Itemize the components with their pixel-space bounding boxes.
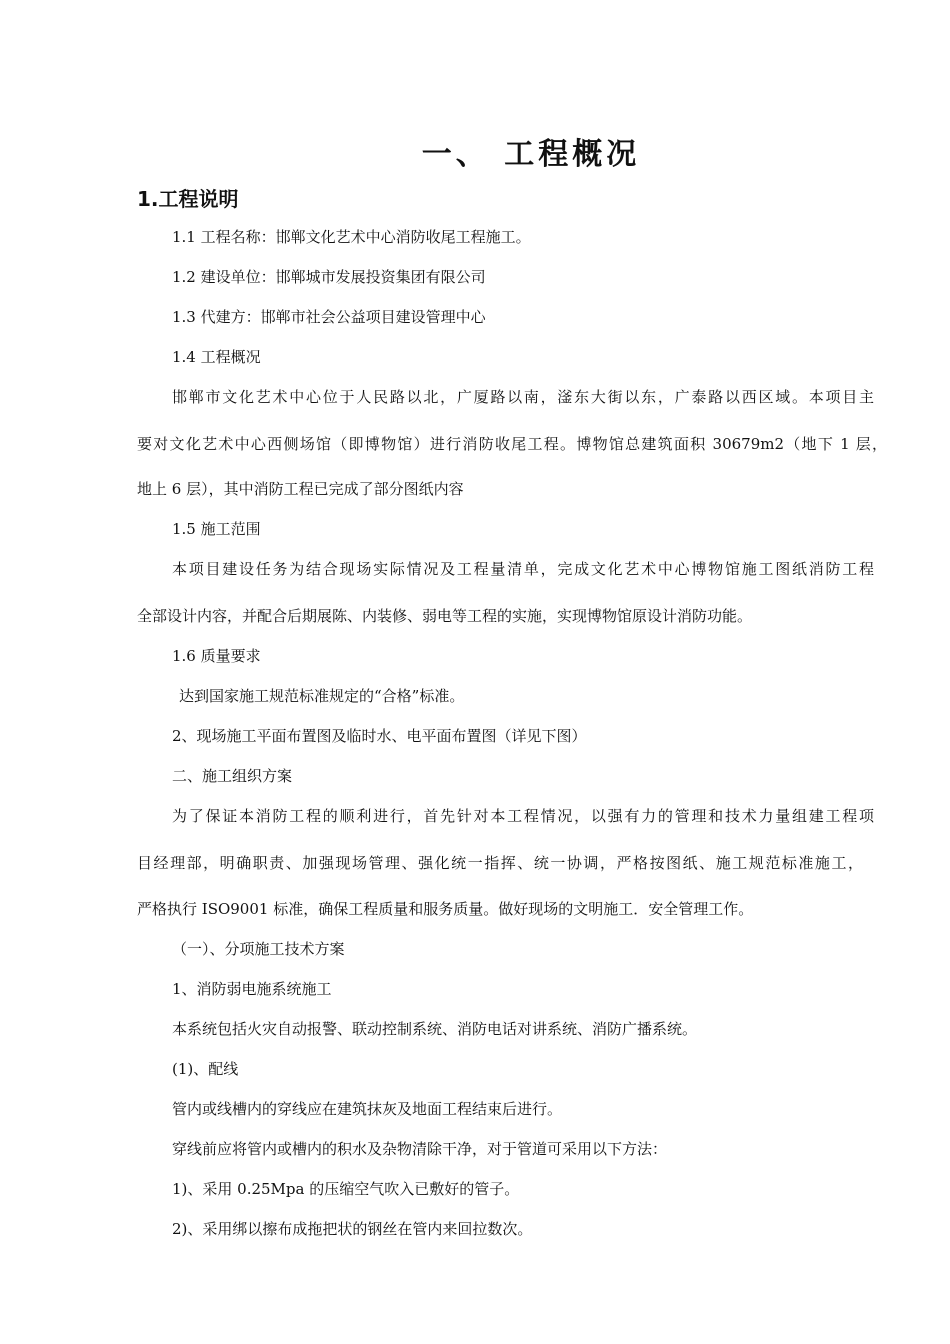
paragraph-line: 本系统包括火灾自动报警、联动控制系统、消防电话对讲系统、消防广播系统。 <box>172 1020 698 1038</box>
paragraph-line: 地上 6 层），其中消防工程已完成了部分图纸内容 <box>137 480 464 498</box>
paragraph-line: 要对文化艺术中心西侧场馆（即博物馆）进行消防收尾工程。博物馆总建筑面积 30679m2（地下 1 层， <box>137 435 887 453</box>
paragraph-line: 1)、采用 0.25Mpa 的压缩空气吹入已敷好的管子。 <box>172 1180 520 1198</box>
paragraph-line: 1.3 代建方：邯郸市社会公益项目建设管理中心 <box>172 308 486 326</box>
paragraph-line: 管内或线槽内的穿线应在建筑抹灰及地面工程结束后进行。 <box>172 1100 563 1118</box>
paragraph-line: 1.6 质量要求 <box>172 647 261 665</box>
paragraph-line: 全部设计内容，并配合后期展陈、内装修、弱电等工程的实施，实现博物馆原设计消防功能。 <box>137 607 753 625</box>
paragraph-line: 穿线前应将管内或槽内的积水及杂物清除干净，对于管道可采用以下方法： <box>172 1140 668 1158</box>
paragraph-line: （一）、分项施工技术方案 <box>172 940 345 958</box>
paragraph-line: 严格执行 ISO9001 标准，确保工程质量和服务质量。做好现场的文明施工．安全管理工作。 <box>137 900 754 918</box>
paragraph-line: 1.1 工程名称：邯郸文化艺术中心消防收尾工程施工。 <box>172 228 531 246</box>
paragraph-line: 1.4 工程概况 <box>172 348 261 366</box>
paragraph-line: 1.2 建设单位：邯郸城市发展投资集团有限公司 <box>172 268 486 286</box>
paragraph-line: 2、现场施工平面布置图及临时水、电平面布置图（详见下图） <box>172 727 587 745</box>
paragraph-line: 1、消防弱电施系统施工 <box>172 980 332 998</box>
page-title: 一、 工程概况 <box>421 137 641 172</box>
paragraph-line: (1)、配线 <box>172 1060 239 1078</box>
paragraph-line: 邯郸市文化艺术中心位于人民路以北，广厦路以南，滏东大街以东，广泰路以西区域。本项目主 <box>172 388 874 406</box>
paragraph-line: 2)、采用绑以擦布成拖把状的钢丝在管内来回拉数次。 <box>172 1220 533 1238</box>
paragraph-line: 目经理部，明确职责、加强现场管理、强化统一指挥、统一协调，严格按图纸、施工规范标准施工， <box>137 854 863 872</box>
paragraph-line: 为了保证本消防工程的顺利进行，首先针对本工程情况，以强有力的管理和技术力量组建工程项 <box>172 807 874 825</box>
section-heading: 1.工程说明 <box>137 187 239 211</box>
paragraph-line: 1.5 施工范围 <box>172 520 261 538</box>
paragraph-line: 达到国家施工规范标准规定的“合格”标准。 <box>179 687 465 705</box>
paragraph-line: 二、施工组织方案 <box>172 767 293 785</box>
paragraph-line: 本项目建设任务为结合现场实际情况及工程量清单，完成文化艺术中心博物馆施工图纸消防工程 <box>172 560 874 578</box>
